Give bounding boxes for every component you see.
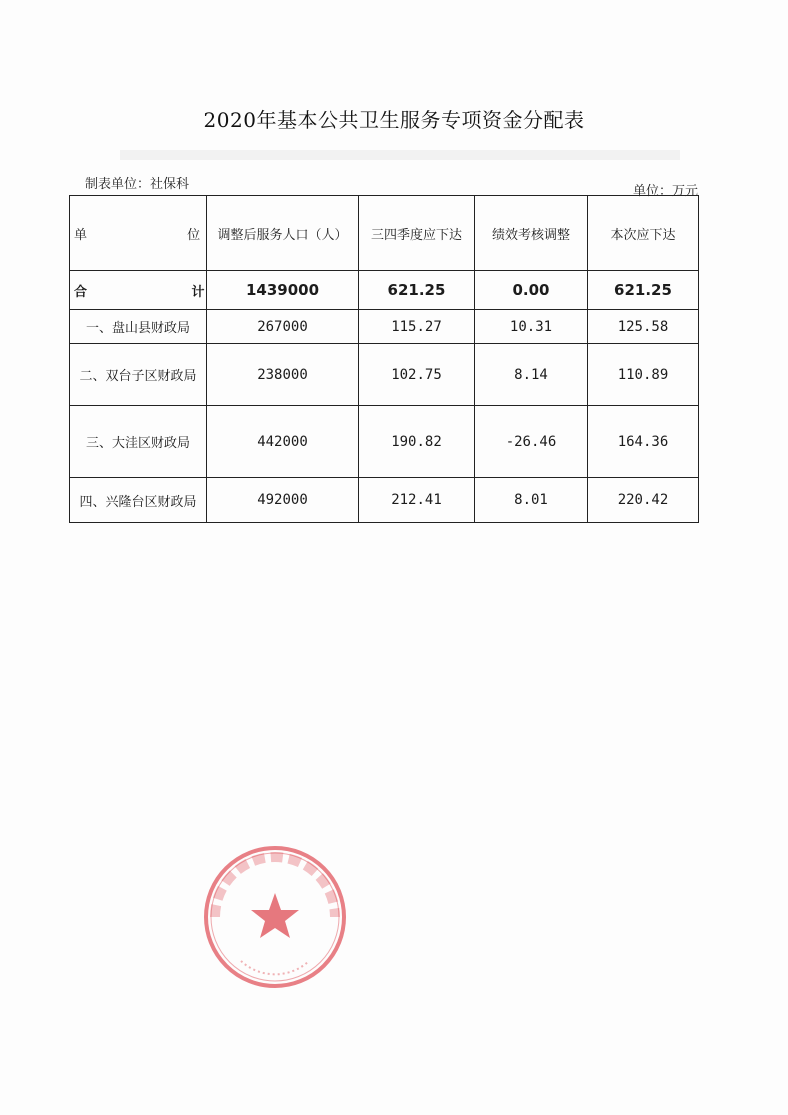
total-population: 1439000 xyxy=(207,271,359,310)
row-adjust: 8.14 xyxy=(475,344,588,406)
total-current: 621.25 xyxy=(588,271,699,310)
row-current: 125.58 xyxy=(588,310,699,344)
bleed-through-shadow xyxy=(120,150,680,160)
unit-label: 单位：万元 xyxy=(632,184,698,199)
row-adjust: 10.31 xyxy=(475,310,588,344)
row-unit: 四、兴隆台区财政局 xyxy=(70,478,207,523)
document-title: 2020年基本公共卫生服务专项资金分配表 xyxy=(203,108,585,132)
total-label: 合 计 xyxy=(70,271,207,310)
total-q34: 621.25 xyxy=(359,271,475,310)
header-unit: 单 位 xyxy=(70,196,207,271)
total-adjust: 0.00 xyxy=(475,271,588,310)
star-icon xyxy=(251,893,299,938)
row-q34: 102.75 xyxy=(359,344,475,406)
seal-code-arc xyxy=(241,961,309,974)
row-population: 442000 xyxy=(207,406,359,478)
row-current: 164.36 xyxy=(588,406,699,478)
table-row xyxy=(70,478,699,523)
row-adjust: -26.46 xyxy=(475,406,588,478)
row-current: 110.89 xyxy=(588,344,699,406)
row-q34: 115.27 xyxy=(359,310,475,344)
official-seal xyxy=(201,843,349,991)
row-unit: 一、盘山县财政局 xyxy=(70,310,207,344)
total-row xyxy=(70,271,699,310)
header-current: 本次应下达 xyxy=(588,196,699,271)
table-row xyxy=(70,310,699,344)
maker-label: 制表单位：社保科 xyxy=(85,177,190,192)
row-population: 267000 xyxy=(207,310,359,344)
row-population: 492000 xyxy=(207,478,359,523)
row-unit: 三、大洼区财政局 xyxy=(70,406,207,478)
row-adjust: 8.01 xyxy=(475,478,588,523)
row-q34: 212.41 xyxy=(359,478,475,523)
header-population: 调整后服务人口（人） xyxy=(207,196,359,271)
table-header-row xyxy=(70,196,699,271)
allocation-table xyxy=(69,195,699,523)
table-row xyxy=(70,344,699,406)
row-q34: 190.82 xyxy=(359,406,475,478)
row-unit: 二、双台子区财政局 xyxy=(70,344,207,406)
row-current: 220.42 xyxy=(588,478,699,523)
header-q34: 三四季度应下达 xyxy=(359,196,475,271)
table-row xyxy=(70,406,699,478)
row-population: 238000 xyxy=(207,344,359,406)
header-adjust: 绩效考核调整 xyxy=(475,196,588,271)
